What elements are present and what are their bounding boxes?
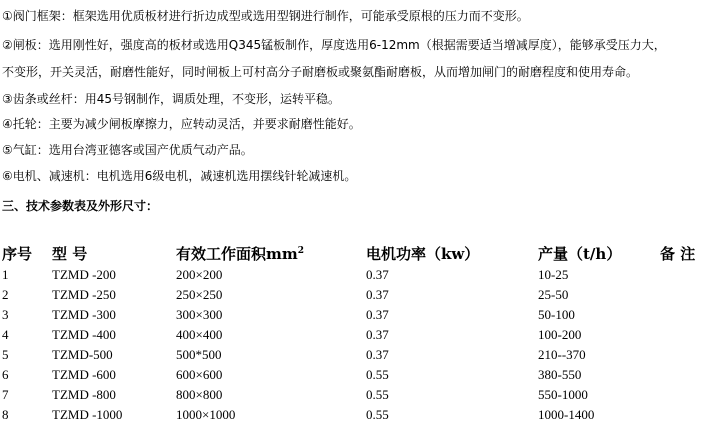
cell-area: 200×200 — [176, 267, 223, 282]
cell-power: 0.55 — [366, 407, 389, 422]
cell-power: 0.37 — [366, 307, 389, 322]
cell-model: TZMD -600 — [52, 367, 116, 382]
cell-index: 5 — [2, 347, 9, 362]
cell-area: 1000×1000 — [176, 407, 236, 422]
cell-output: 380-550 — [538, 367, 582, 382]
cell-power: 0.37 — [366, 287, 389, 302]
cell-model: TZMD -400 — [52, 327, 116, 342]
paragraph-frame: ①阀门框架：框架选用优质板材进行折边成型或选用型钢进行制作，可能承受原根的压力而不变形。 — [2, 9, 529, 23]
header-area-superscript: 2 — [297, 246, 305, 256]
cell-power: 0.37 — [366, 347, 389, 362]
cell-output: 210--370 — [538, 347, 586, 362]
cell-power: 0.55 — [366, 367, 389, 382]
table-row — [0, 347, 711, 366]
cell-area: 800×800 — [176, 387, 223, 402]
section-heading: 三、技术参数表及外形尺寸： — [2, 199, 159, 213]
cell-index: 1 — [2, 267, 9, 282]
cell-index: 6 — [2, 367, 9, 382]
header-index: 序号 — [2, 245, 33, 263]
cell-model: TZMD -200 — [52, 267, 116, 282]
table-row — [0, 307, 711, 326]
cell-output: 25-50 — [538, 287, 569, 302]
cell-index: 8 — [2, 407, 9, 422]
cell-output: 1000-1400 — [538, 407, 595, 422]
table-header-row — [0, 243, 711, 265]
cell-power: 0.37 — [366, 267, 389, 282]
header-power: 电机功率（kw） — [366, 245, 480, 263]
cell-output: 100-200 — [538, 327, 582, 342]
cell-index: 4 — [2, 327, 9, 342]
cell-area: 600×600 — [176, 367, 223, 382]
cell-power: 0.55 — [366, 387, 389, 402]
table-row — [0, 387, 711, 406]
paragraph-motor-reducer: ⑥电机、减速机：电机选用6级电机，减速机选用摆线针轮减速机。 — [2, 169, 357, 183]
header-remark: 备 注 — [660, 245, 696, 263]
cell-index: 3 — [2, 307, 9, 322]
cell-model: TZMD -1000 — [52, 407, 123, 422]
paragraph-gate-plate: ②闸板：选用刚性好，强度高的板材或选用Q345锰板制作，厚度选用6-12mm（根据需要适当增减厚度），能够承受压力大， — [2, 38, 666, 52]
cell-index: 7 — [2, 387, 9, 402]
paragraph-cylinder: ⑤气缸：选用台湾亚德客或国产优质气动产品。 — [2, 143, 253, 157]
header-output: 产量（t/h） — [538, 245, 622, 263]
table-row — [0, 287, 711, 306]
paragraph-rack-screw: ③齿条或丝杆：用45号钢制作，调质处理，不变形，运转平稳。 — [2, 92, 341, 106]
cell-model: TZMD -300 — [52, 307, 116, 322]
header-area-label: 有效工作面积mm — [176, 245, 298, 263]
table-row — [0, 267, 711, 286]
cell-area: 250×250 — [176, 287, 223, 302]
cell-area: 400×400 — [176, 327, 223, 342]
header-model: 型 号 — [52, 245, 88, 263]
cell-area: 300×300 — [176, 307, 223, 322]
header-area — [176, 243, 304, 264]
paragraph-gate-plate-continued: 不变形，开关灵活，耐磨性能好，同时闸板上可村高分子耐磨板或聚氨酯耐磨板，从而增加闸门的耐磨程度和使用寿命。 — [2, 65, 639, 79]
cell-output: 550-1000 — [538, 387, 588, 402]
cell-output: 10-25 — [538, 267, 569, 282]
cell-model: TZMD -250 — [52, 287, 116, 302]
table-row — [0, 327, 711, 346]
cell-power: 0.37 — [366, 327, 389, 342]
cell-area: 500*500 — [176, 347, 222, 362]
table-row — [0, 367, 711, 386]
paragraph-roller: ④托轮：主要为减少闸板摩擦力，应转动灵活，并要求耐磨性能好。 — [2, 117, 361, 131]
cell-model: TZMD -800 — [52, 387, 116, 402]
cell-index: 2 — [2, 287, 9, 302]
cell-output: 50-100 — [538, 307, 575, 322]
table-row — [0, 407, 711, 426]
cell-model: TZMD-500 — [52, 347, 113, 362]
